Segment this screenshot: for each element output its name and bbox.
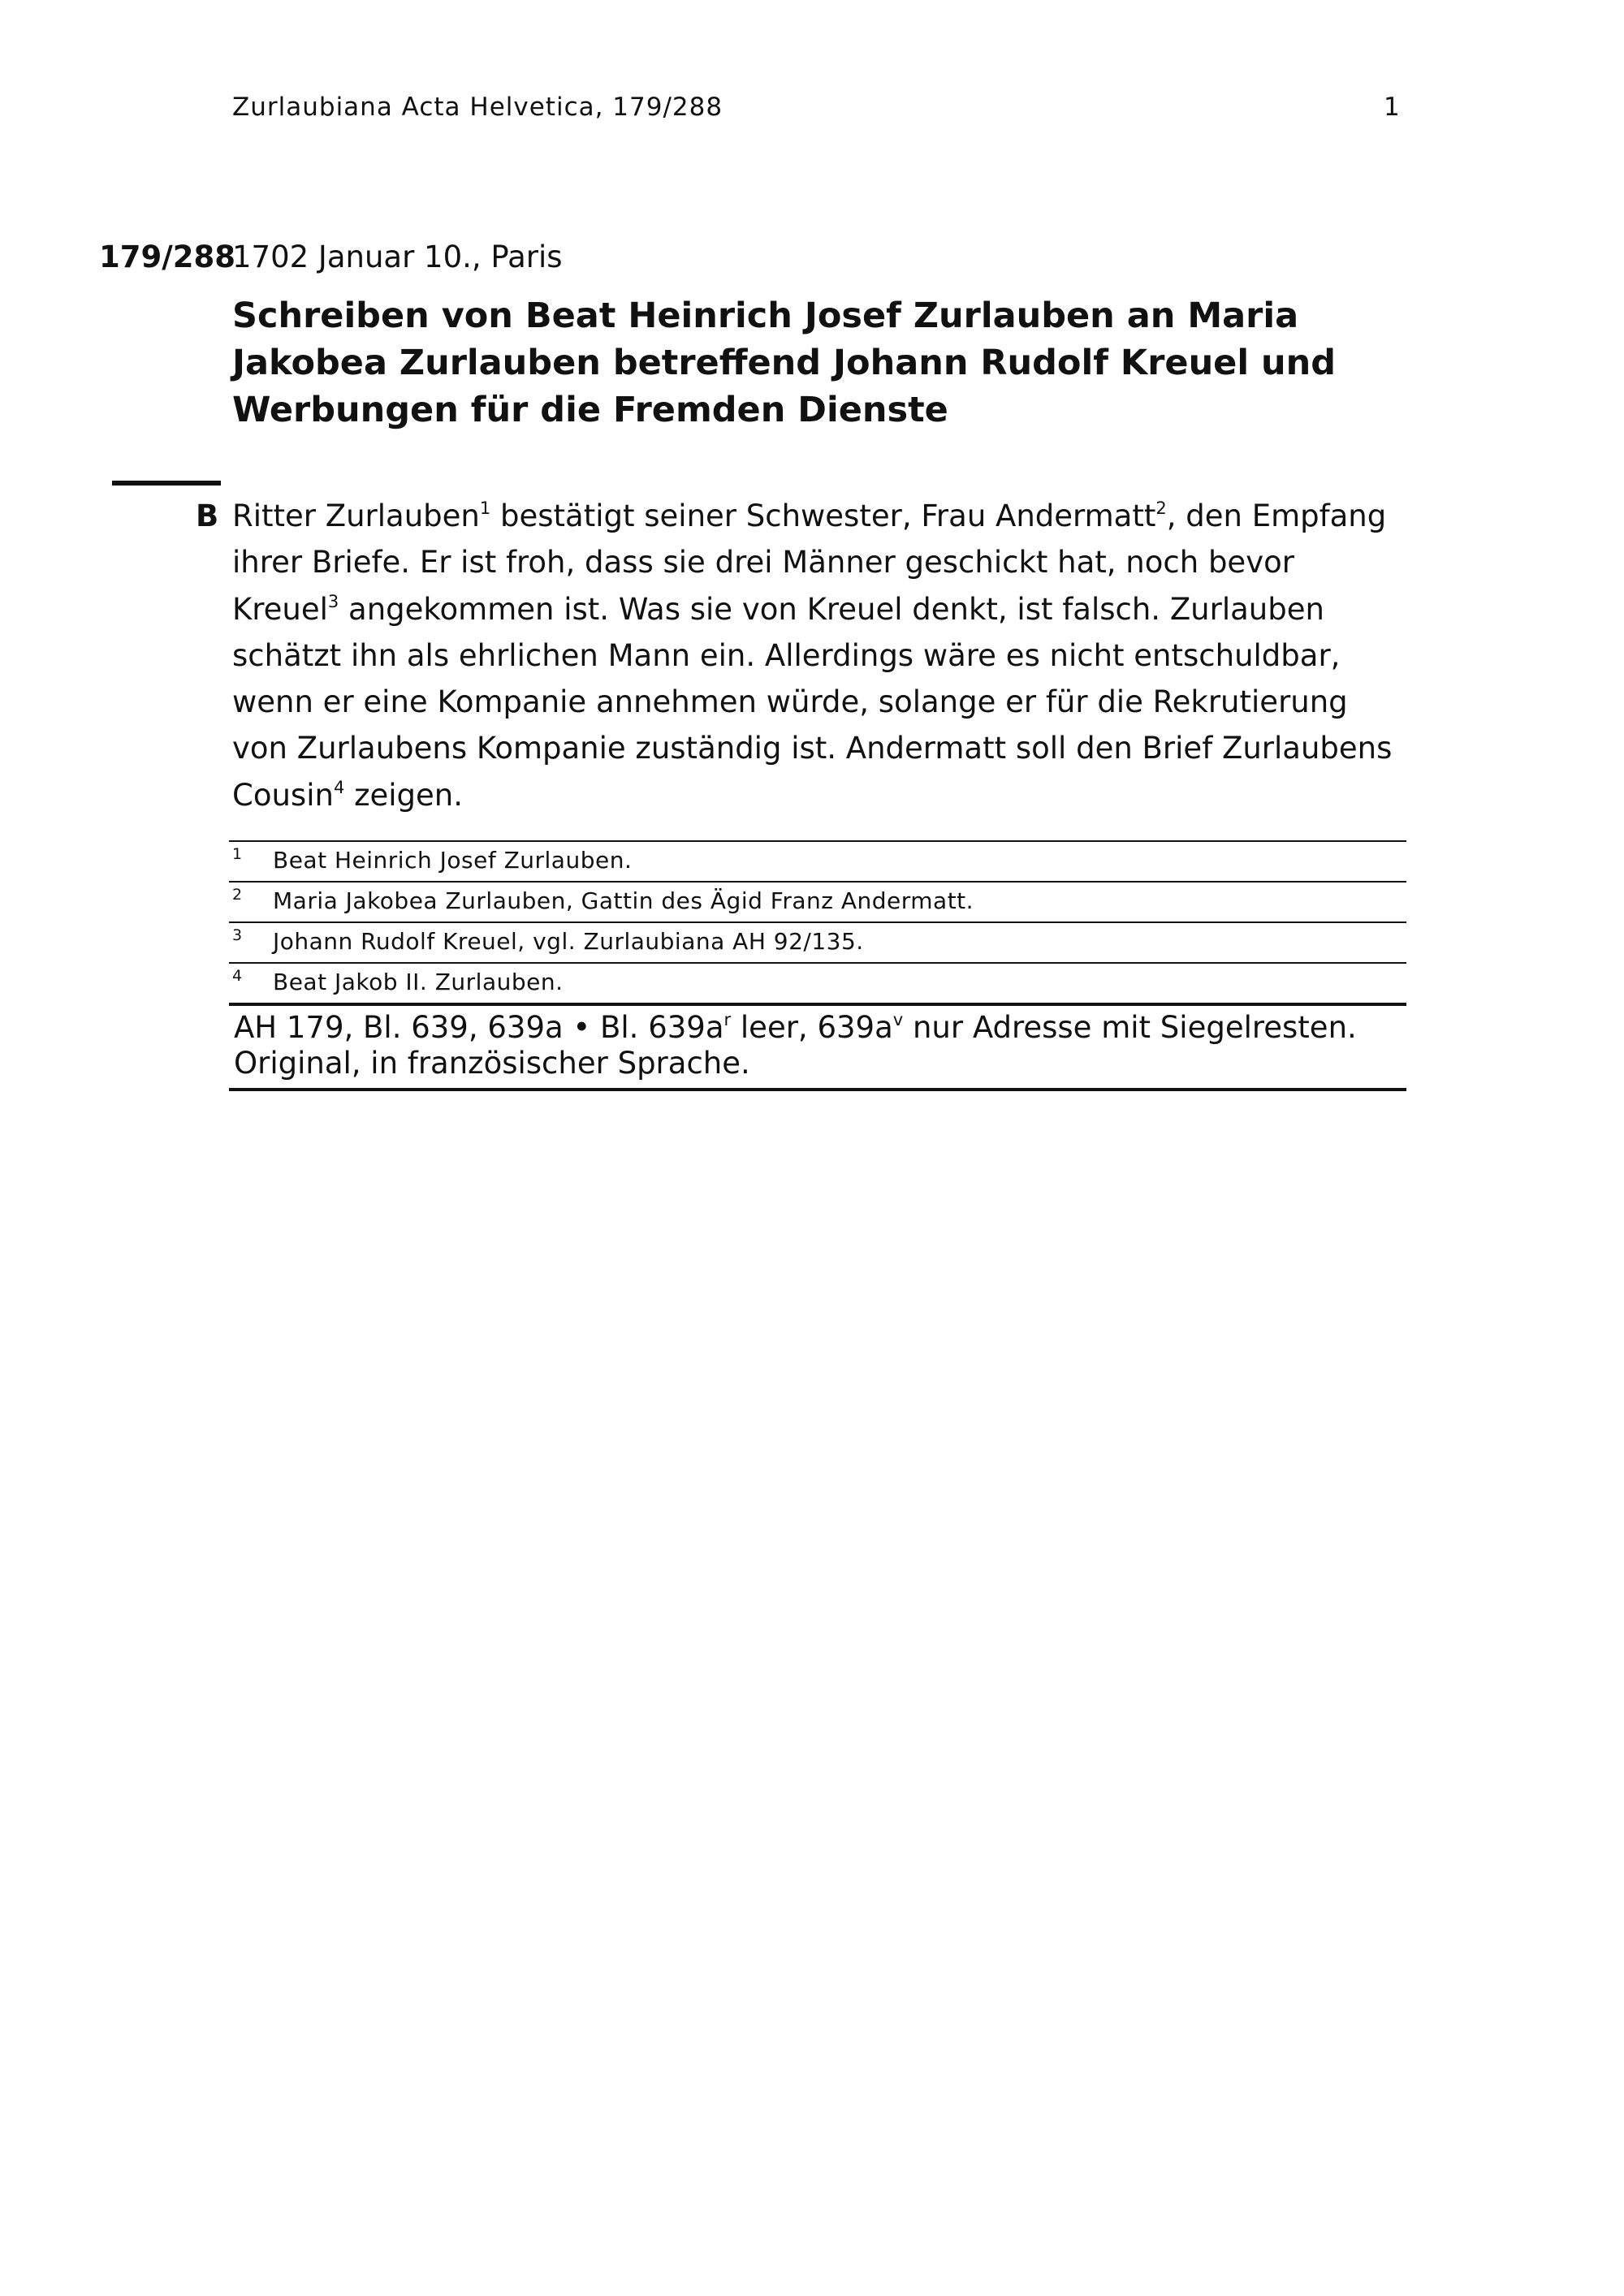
running-header: Zurlaubiana Acta Helvetica, 179/288 xyxy=(232,93,723,122)
footnote-item xyxy=(229,962,1406,1003)
footnote-number: 1 xyxy=(232,845,243,863)
footnote-text: Maria Jakobea Zurlauben, Gattin des Ägid Franz Andermatt. xyxy=(273,887,974,914)
source-line-2: Original, in französischer Sprache. xyxy=(234,1046,750,1081)
page-number: 1 xyxy=(1384,93,1400,122)
footnote-item xyxy=(229,840,1406,881)
summary-text: Ritter Zurlauben xyxy=(232,498,480,533)
footnote-ref: 3 xyxy=(327,591,339,611)
document-title: Schreiben von Beat Heinrich Josef Zurlauben an Maria Jakobea Zurlauben betreffend Johann Rudolf Kreuel und Werbungen für die Fremden Dienste xyxy=(232,296,1337,430)
source-text: nur Adresse mit Siegelresten. xyxy=(903,1010,1357,1045)
summary-text: , den Empfang ihrer Briefe. Er ist froh, dass sie drei Männer geschickt hat, noch bevor Kreuel xyxy=(232,498,1387,627)
footnote-ref: 1 xyxy=(479,498,491,518)
summary-text: angekommen ist. Was sie von Kreuel denkt, ist falsch. Zurlauben schätzt ihn als ehrlichen Mann ein. Allerdings wäre es nicht entschuldbar, wenn er eine Kompanie annehmen würde, solange er für die Rekrutierung von Zurlaubens Kompanie zuständig ist. Andermatt soll den Brief Zurlaubens Cousin xyxy=(232,591,1393,813)
verso-mark: v xyxy=(892,1010,904,1029)
document-number: 179/288 xyxy=(99,240,235,274)
footnote-ref: 2 xyxy=(1155,498,1167,518)
footnote-number: 4 xyxy=(232,967,243,985)
summary-text: bestätigt seiner Schwester, Frau Andermatt xyxy=(490,498,1156,533)
footnote-text: Beat Heinrich Josef Zurlauben. xyxy=(273,847,633,874)
footnote-text: Beat Jakob II. Zurlauben. xyxy=(273,969,564,995)
footnote-item xyxy=(229,921,1406,962)
source-note xyxy=(229,1003,1406,1091)
footnotes xyxy=(229,840,1406,1091)
footnote-ref: 4 xyxy=(333,777,345,797)
section-marker: B xyxy=(196,498,219,533)
footnote-item xyxy=(229,881,1406,921)
source-text: AH 179, Bl. 639, 639a • Bl. 639a xyxy=(234,1010,724,1045)
recto-mark: r xyxy=(723,1010,732,1029)
summary-text: zeigen. xyxy=(344,777,463,813)
margin-rule xyxy=(112,481,221,486)
document-date-place: 1702 Januar 10., Paris xyxy=(232,240,563,274)
summary-paragraph xyxy=(232,493,1410,818)
footnote-number: 3 xyxy=(232,926,243,944)
footnote-text: Johann Rudolf Kreuel, vgl. Zurlaubiana AH 92/135. xyxy=(273,928,864,955)
source-line-1 xyxy=(234,1010,1403,1046)
source-text: leer, 639a xyxy=(731,1010,893,1045)
footnote-number: 2 xyxy=(232,886,243,904)
